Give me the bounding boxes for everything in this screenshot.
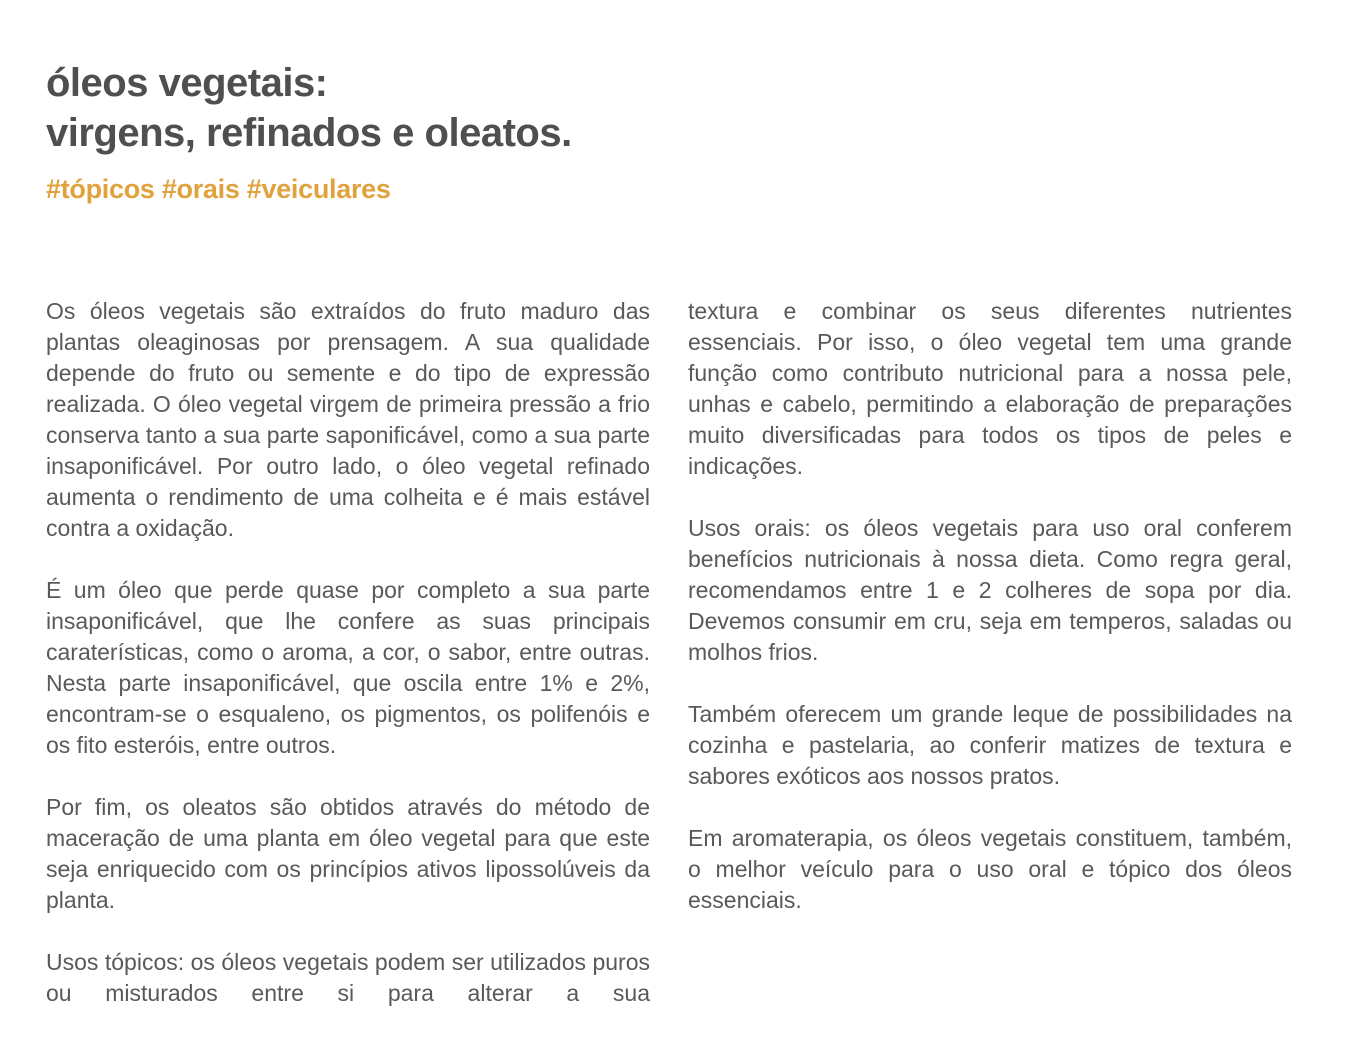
hashtags-line: #tópicos #orais #veiculares (46, 174, 391, 204)
title-line-2: virgens, refinados e oleatos. (46, 111, 572, 155)
paragraph-cozinha: Também oferecem um grande leque de possibilidades na cozinha e pastelaria, ao conferir matizes de textura e sabores exóticos aos nossos pratos. (688, 701, 1292, 789)
paragraph-intro: Os óleos vegetais são extraídos do fruto maduro das plantas oleaginosas por prensagem. A sua qualidade depende do fruto ou semente e do tipo de expressão realizada. O óleo vegetal virgem de primeira pressão a frio conserva tanto a sua parte saponificável, como a sua parte insaponificável. Por outro lado, o óleo vegetal refinado aumenta o rendimento de uma colheita e é mais estável contra a oxidação. (46, 298, 650, 541)
column-right (688, 296, 1292, 1009)
paragraph-aromaterapia: Em aromaterapia, os óleos vegetais constituem, também, o melhor veículo para o uso oral e tópico dos óleos essenciais. (688, 825, 1292, 913)
article-body (46, 296, 1292, 1009)
page-title (46, 58, 1292, 158)
document-header (46, 58, 1292, 206)
paragraph-usos-topicos-continuacao: textura e combinar os seus diferentes nutrientes essenciais. Por isso, o óleo vegetal tem uma grande função como contributo nutricional para a nossa pele, unhas e cabelo, permitindo a elaboração de preparações muito diversificadas para todos os tipos de peles e indicações. (688, 298, 1292, 479)
paragraph-oleatos: Por fim, os oleatos são obtidos através do método de maceração de uma planta em óleo vegetal para que este seja enriquecido com os princípios ativos lipossolúveis da planta. (46, 794, 650, 913)
column-left (46, 296, 650, 1009)
paragraph-usos-orais: Usos orais: os óleos vegetais para uso oral conferem benefícios nutricionais à nossa dieta. Como regra geral, recomendamos entre 1 e 2 colheres de sopa por dia. Devemos consumir em cru, seja em temperos, saladas ou molhos frios. (688, 515, 1292, 665)
paragraph-usos-topicos: Usos tópicos: os óleos vegetais podem ser utilizados puros ou misturados entre si para alterar a sua (46, 949, 650, 1006)
paragraph-insaponificavel: É um óleo que perde quase por completo a sua parte insaponificável, que lhe confere as suas principais caraterísticas, como o aroma, a cor, o sabor, entre outras. Nesta parte insaponificável, que oscila entre 1% e 2%, encontram-se o esqualeno, os pigmentos, os polifenóis e os fito esteróis, entre outros. (46, 577, 650, 758)
title-line-1: óleos vegetais: (46, 61, 328, 105)
